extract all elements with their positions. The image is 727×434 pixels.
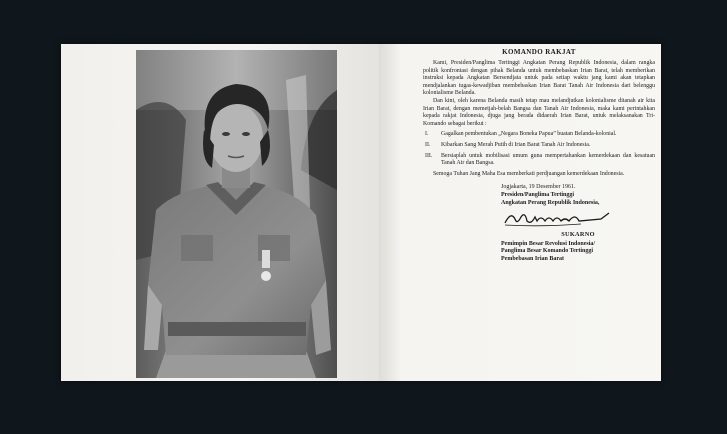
document-title: KOMANDO RAKJAT: [502, 48, 576, 56]
portrait-illustration: [136, 50, 337, 378]
command-text: Gagalkan pembentukan „Negara Boneka Papua” buatan Belanda-kolonial.: [441, 131, 617, 138]
command-number: I.: [425, 131, 429, 138]
command-item: [423, 142, 655, 150]
book-spread: [61, 44, 661, 381]
signature-block: [501, 184, 655, 263]
command-item: [423, 131, 655, 139]
signatory-title: Presiden/Panglima Tertinggi: [501, 191, 575, 198]
signer-title-line: Panglima Besar Komando Tertinggi: [501, 248, 594, 255]
signatory-title: Angkatan Perang Republik Indonesia,: [501, 199, 600, 206]
closing-paragraph: Semoga Tuhan Jang Maha Esa memberkati perdjuangan kemerdekaan Indonesia.: [433, 170, 625, 177]
paragraph: Dan kini, oleh karena Belanda masih tetap mau melandjutkan kolonialisme ditanah air kita Irian Barat, dengan memetjah-belah Bangsa dan Tanah Air Indonesia, maka kami perintahkan kepada rakjat Indonesia, djuga jang berada didaerah Irian Barat, untuk melaksanakan Tri-Komando sebagai berikut :: [423, 97, 655, 127]
command-number: III.: [425, 152, 433, 159]
left-page: [61, 44, 379, 381]
command-item: [423, 153, 655, 168]
place-date: Jogjakarta, 19 Desember 1961.: [501, 184, 576, 191]
command-number: II.: [425, 141, 431, 148]
command-text: Kibarkan Sang Merah Putih di Irian Barat Tanah Air Indonesia.: [441, 141, 591, 148]
signer-title-line: Pemimpin Besar Revolusi Indonesia/: [501, 240, 596, 247]
paragraph: Kami, Presiden/Panglima Tertinggi Angkatan Perang Republik Indonesia, dalam rangka politik konfrontasi dengan pihak Belanda untuk membebaskan Irian Barat, telah memberikan instruksi kepada Angkatan Bersendjata untuk pada setiap waktu jang kami akan tetapkan mendjalankan tugas-kewadjiban membebaskan Irian Barat Tanah Air Indonesia dari belenggu kolonialisme Belanda.: [423, 60, 655, 97]
command-text: Bersiaplah untuk mobilisasi umum guna mempertahankan kemerdekaan dan kesatuan Tanah Air dan Bangsa.: [441, 152, 655, 167]
decree-document: [423, 48, 655, 263]
signer-title-line: Pembebasan Irian Barat: [501, 255, 564, 262]
signature-drawing: [501, 209, 611, 229]
right-page: [379, 44, 661, 381]
portrait-photo: [136, 50, 337, 378]
signer-name: SUKARNO: [561, 231, 595, 239]
signer-titles: [501, 241, 655, 264]
handwritten-signature: [501, 209, 655, 229]
